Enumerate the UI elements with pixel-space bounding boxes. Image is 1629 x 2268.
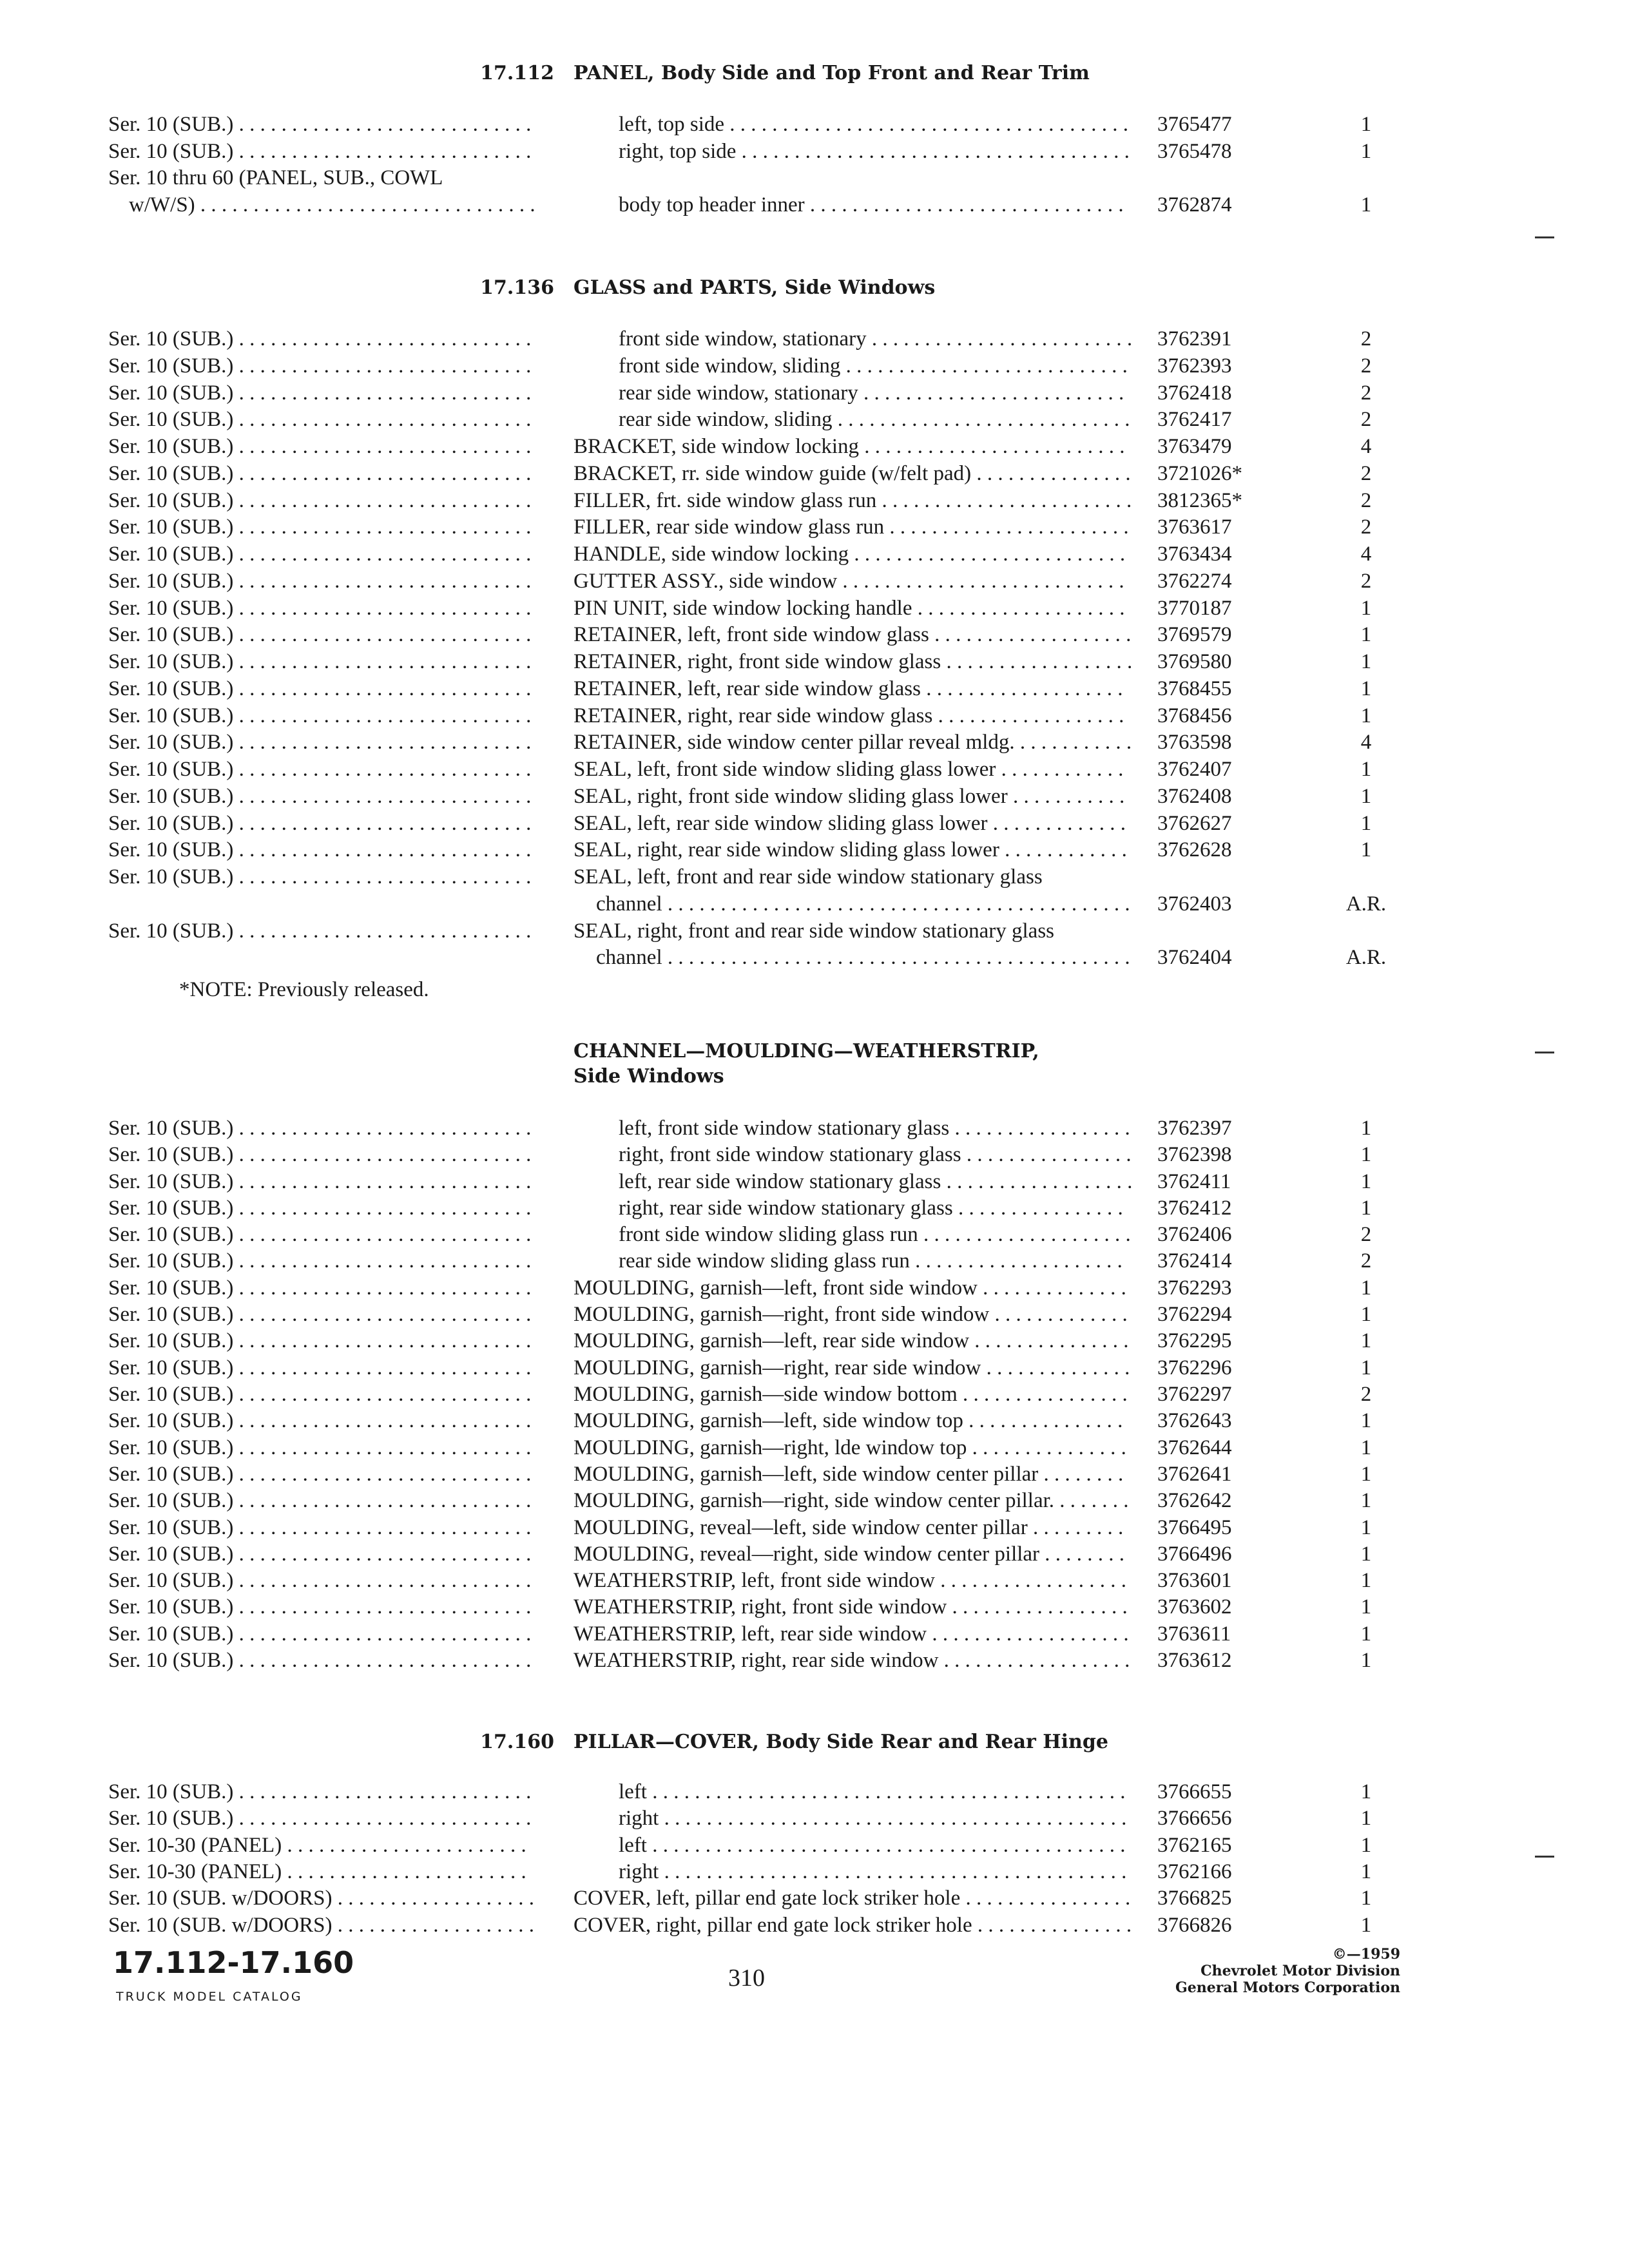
part-number: 3766826 — [1157, 1914, 1232, 1937]
quantity: 2 — [1360, 1383, 1372, 1406]
part-number: 3762642 — [1157, 1489, 1232, 1512]
parts-row — [0, 380, 1629, 407]
quantity: 1 — [1360, 1463, 1372, 1486]
parts-row — [0, 1647, 1629, 1674]
model-series: Ser. 10 (SUB.) . . . . . . . . . . . . . . . . . . . . . . . . . . . . — [108, 489, 532, 512]
quantity: 1 — [1360, 1489, 1372, 1512]
section-number: 17.160 — [480, 1731, 554, 1753]
model-series: Ser. 10 (SUB. w/DOORS) . . . . . . . . . . . . . . . . . . . — [108, 1914, 534, 1937]
parts-row — [0, 863, 1629, 890]
part-number: 3763602 — [1157, 1595, 1232, 1619]
parts-row — [0, 729, 1629, 756]
quantity: 1 — [1360, 1170, 1372, 1193]
model-series: Ser. 10 (SUB.) . . . . . . . . . . . . . . . . . . . . . . . . . . . . — [108, 435, 532, 458]
part-number: 3762274 — [1157, 570, 1232, 593]
part-description: left, top side . . . . . . . . . . . . . . . . . . . . . . . . . . . . . . . . . . . . . . — [619, 113, 1129, 136]
part-description: SEAL, left, front side window sliding glass lower . . . . . . . . . . . . — [574, 758, 1124, 781]
part-number: 3762411 — [1157, 1170, 1231, 1193]
part-number: 3763601 — [1157, 1569, 1232, 1592]
part-description: MOULDING, garnish—left, side window center pillar . . . . . . . . — [574, 1463, 1124, 1486]
part-number: 3762165 — [1157, 1834, 1232, 1857]
model-series: Ser. 10-30 (PANEL) . . . . . . . . . . . . . . . . . . . . . . . — [108, 1860, 526, 1883]
model-series: Ser. 10 (SUB.) . . . . . . . . . . . . . . . . . . . . . . . . . . . . — [108, 1780, 532, 1803]
model-series: Ser. 10 (SUB.) . . . . . . . . . . . . . . . . . . . . . . . . . . . . — [108, 408, 532, 431]
part-number: 3762641 — [1157, 1463, 1232, 1486]
part-description: MOULDING, garnish—right, lde window top . . . . . . . . . . . . . . . — [574, 1436, 1126, 1459]
quantity: 1 — [1360, 1887, 1372, 1910]
part-number: 3769579 — [1157, 623, 1232, 646]
part-number: 3762294 — [1157, 1303, 1232, 1326]
corporation-name: General Motors Corporation — [1175, 1979, 1400, 1996]
part-number: 3763434 — [1157, 543, 1232, 566]
copyright-year: ©—1959 — [1332, 1946, 1400, 1963]
parts-row — [0, 1832, 1629, 1859]
parts-row — [0, 1141, 1629, 1168]
quantity: 1 — [1360, 1914, 1372, 1937]
model-series: Ser. 10 (SUB.) . . . . . . . . . . . . . . . . . . . . . . . . . . . . — [108, 1807, 532, 1830]
model-series: Ser. 10 (SUB.) . . . . . . . . . . . . . . . . . . . . . . . . . . . . — [108, 919, 532, 943]
quantity: 1 — [1360, 1542, 1372, 1566]
part-number: 3770187 — [1157, 597, 1232, 620]
part-number: 3762293 — [1157, 1276, 1232, 1300]
part-description: front side window, stationary . . . . . . . . . . . . . . . . . . . . . . . . . — [619, 327, 1133, 351]
quantity: 1 — [1360, 193, 1372, 216]
part-description: channel . . . . . . . . . . . . . . . . . . . . . . . . . . . . . . . . . . . . . . . . . . . . — [596, 892, 1130, 916]
quantity: 1 — [1360, 1117, 1372, 1140]
section-header — [0, 274, 1629, 302]
part-number: 3762295 — [1157, 1329, 1232, 1352]
quantity: 1 — [1360, 1595, 1372, 1619]
part-description: RETAINER, right, front side window glass . . . . . . . . . . . . . . . . . . — [574, 650, 1133, 673]
part-description: RETAINER, right, rear side window glass . . . . . . . . . . . . . . . . . . — [574, 704, 1124, 727]
part-number: 3766495 — [1157, 1516, 1232, 1539]
part-number: 3763479 — [1157, 435, 1232, 458]
part-description: BRACKET, side window locking . . . . . . . . . . . . . . . . . . . . . . . . . — [574, 435, 1125, 458]
parts-row — [0, 1778, 1629, 1805]
model-series: Ser. 10 (SUB.) . . . . . . . . . . . . . . . . . . . . . . . . . . . . — [108, 731, 532, 754]
part-number: 3762404 — [1157, 946, 1232, 969]
part-description: RETAINER, left, rear side window glass . . . . . . . . . . . . . . . . . . . — [574, 677, 1123, 700]
model-series: Ser. 10 (SUB.) . . . . . . . . . . . . . . . . . . . . . . . . . . . . — [108, 570, 532, 593]
footnote: *NOTE: Previously released. — [179, 978, 429, 1001]
section-title: GLASS and PARTS, Side Windows — [574, 276, 936, 299]
part-number: 3768456 — [1157, 704, 1232, 727]
part-description: rear side window, stationary . . . . . . . . . . . . . . . . . . . . . . . . . — [619, 381, 1124, 405]
parts-row — [0, 1195, 1629, 1222]
part-description: BRACKET, rr. side window guide (w/felt pad) . . . . . . . . . . . . . . . — [574, 462, 1131, 485]
part-description: SEAL, right, front side window sliding glass lower . . . . . . . . . . . — [574, 785, 1125, 808]
parts-row — [0, 648, 1629, 675]
quantity: 2 — [1360, 570, 1372, 593]
quantity: 2 — [1360, 515, 1372, 539]
model-series: Ser. 10 (SUB.) . . . . . . . . . . . . . . . . . . . . . . . . . . . . — [108, 785, 532, 808]
part-description: left . . . . . . . . . . . . . . . . . . . . . . . . . . . . . . . . . . . . . . . . . . . . . — [619, 1780, 1126, 1803]
part-description: WEATHERSTRIP, left, rear side window . . . . . . . . . . . . . . . . . . . — [574, 1622, 1129, 1646]
part-description: right, rear side window stationary glass . . . . . . . . . . . . . . . . — [619, 1196, 1123, 1220]
model-series: w/W/S) . . . . . . . . . . . . . . . . . . . . . . . . . . . . . . . . — [129, 193, 535, 216]
parts-row — [0, 433, 1629, 460]
parts-row — [0, 1247, 1629, 1274]
quantity: 1 — [1360, 1276, 1372, 1300]
part-description: channel . . . . . . . . . . . . . . . . . . . . . . . . . . . . . . . . . . . . . . . . . . . . — [596, 946, 1130, 969]
parts-row — [0, 810, 1629, 837]
part-description: COVER, left, pillar end gate lock striker hole . . . . . . . . . . . . . . . . — [574, 1887, 1131, 1910]
part-number: 3763617 — [1157, 515, 1232, 539]
part-number: 3762407 — [1157, 758, 1232, 781]
part-number: 3762393 — [1157, 354, 1232, 378]
part-description: body top header inner . . . . . . . . . . . . . . . . . . . . . . . . . . . . . . — [619, 193, 1124, 216]
part-description: FILLER, rear side window glass run . . . . . . . . . . . . . . . . . . . . . . . — [574, 515, 1129, 539]
model-series: Ser. 10 (SUB.) . . . . . . . . . . . . . . . . . . . . . . . . . . . . — [108, 704, 532, 727]
section-number: 17.136 — [480, 276, 554, 299]
model-series: Ser. 10 (SUB.) . . . . . . . . . . . . . . . . . . . . . . . . . . . . — [108, 1569, 532, 1592]
model-series: Ser. 10 (SUB. w/DOORS) . . . . . . . . . . . . . . . . . . . — [108, 1887, 534, 1910]
section-header — [0, 1728, 1629, 1756]
part-number: 3762296 — [1157, 1356, 1232, 1379]
parts-row — [0, 1593, 1629, 1620]
parts-row — [0, 1885, 1629, 1912]
parts-row — [0, 1354, 1629, 1381]
quantity: 1 — [1360, 1436, 1372, 1459]
parts-row — [0, 1301, 1629, 1328]
quantity: 4 — [1360, 543, 1372, 566]
part-number: 3766496 — [1157, 1542, 1232, 1566]
parts-row — [0, 1274, 1629, 1302]
quantity: 1 — [1360, 650, 1372, 673]
part-description: SEAL, left, rear side window sliding glass lower . . . . . . . . . . . . . — [574, 812, 1126, 835]
parts-row — [0, 487, 1629, 514]
model-series: Ser. 10 (SUB.) . . . . . . . . . . . . . . . . . . . . . . . . . . . . — [108, 1223, 532, 1246]
quantity: 2 — [1360, 354, 1372, 378]
part-description: left, front side window stationary glass . . . . . . . . . . . . . . . . . — [619, 1117, 1130, 1140]
quantity: 1 — [1360, 140, 1372, 163]
model-series: Ser. 10 (SUB.) . . . . . . . . . . . . . . . . . . . . . . . . . . . . — [108, 140, 532, 163]
parts-row — [0, 1487, 1629, 1514]
part-description: right . . . . . . . . . . . . . . . . . . . . . . . . . . . . . . . . . . . . . . . . . . . . — [619, 1860, 1127, 1883]
part-description: COVER, right, pillar end gate lock striker hole . . . . . . . . . . . . . . . — [574, 1914, 1132, 1937]
part-number: 3762627 — [1157, 812, 1232, 835]
part-description: rear side window sliding glass run . . . . . . . . . . . . . . . . . . . . — [619, 1249, 1123, 1273]
quantity: 1 — [1360, 1303, 1372, 1326]
model-series: Ser. 10 (SUB.) . . . . . . . . . . . . . . . . . . . . . . . . . . . . — [108, 113, 532, 136]
quantity: 4 — [1360, 435, 1372, 458]
part-number: 3762406 — [1157, 1223, 1232, 1246]
quantity: 1 — [1360, 1834, 1372, 1857]
part-number: 3768455 — [1157, 677, 1232, 700]
model-series: Ser. 10 (SUB.) . . . . . . . . . . . . . . . . . . . . . . . . . . . . — [108, 1143, 532, 1166]
quantity: 1 — [1360, 1569, 1372, 1592]
model-series: Ser. 10 (SUB.) . . . . . . . . . . . . . . . . . . . . . . . . . . . . — [108, 1516, 532, 1539]
quantity: 2 — [1360, 462, 1372, 485]
part-description: left . . . . . . . . . . . . . . . . . . . . . . . . . . . . . . . . . . . . . . . . . . . . . — [619, 1834, 1126, 1857]
parts-row — [0, 1221, 1629, 1248]
part-number: 3762628 — [1157, 838, 1232, 861]
quantity: 1 — [1360, 812, 1372, 835]
quantity: 1 — [1360, 1860, 1372, 1883]
parts-row — [0, 756, 1629, 783]
part-description: WEATHERSTRIP, right, rear side window . . . . . . . . . . . . . . . . . . — [574, 1649, 1130, 1672]
model-series: Ser. 10 (SUB.) . . . . . . . . . . . . . . . . . . . . . . . . . . . . — [108, 1436, 532, 1459]
part-description: SEAL, left, front and rear side window stationary glass — [574, 865, 1043, 889]
part-number: 3763612 — [1157, 1649, 1232, 1672]
part-description: FILLER, frt. side window glass run . . . . . . . . . . . . . . . . . . . . . . . . — [574, 489, 1132, 512]
quantity: 1 — [1360, 1329, 1372, 1352]
part-number: 3762643 — [1157, 1409, 1232, 1432]
quantity: 1 — [1360, 1649, 1372, 1672]
part-number: 3766825 — [1157, 1887, 1232, 1910]
part-number: 3763598 — [1157, 731, 1232, 754]
model-series: Ser. 10 (SUB.) . . . . . . . . . . . . . . . . . . . . . . . . . . . . — [108, 462, 532, 485]
parts-row — [0, 568, 1629, 595]
part-number: 3762874 — [1157, 193, 1232, 216]
quantity: 1 — [1360, 704, 1372, 727]
quantity: A.R. — [1345, 892, 1387, 916]
quantity: 2 — [1360, 381, 1372, 405]
quantity: 1 — [1360, 1356, 1372, 1379]
parts-row — [0, 514, 1629, 541]
parts-row — [0, 621, 1629, 648]
model-series: Ser. 10 (SUB.) . . . . . . . . . . . . . . . . . . . . . . . . . . . . — [108, 381, 532, 405]
part-description: HANDLE, side window locking . . . . . . . . . . . . . . . . . . . . . . . . . . — [574, 543, 1126, 566]
part-description: rear side window, sliding . . . . . . . . . . . . . . . . . . . . . . . . . . . . — [619, 408, 1130, 431]
model-series: Ser. 10 (SUB.) . . . . . . . . . . . . . . . . . . . . . . . . . . . . — [108, 1463, 532, 1486]
parts-row — [0, 138, 1629, 165]
section-range: 17.112-17.160 — [113, 1945, 354, 1980]
division-name: Chevrolet Motor Division — [1200, 1963, 1400, 1979]
model-series: Ser. 10 (SUB.) . . . . . . . . . . . . . . . . . . . . . . . . . . . . — [108, 327, 532, 351]
quantity: 1 — [1360, 1780, 1372, 1803]
model-series: Ser. 10 (SUB.) . . . . . . . . . . . . . . . . . . . . . . . . . . . . — [108, 1649, 532, 1672]
model-series: Ser. 10 (SUB.) . . . . . . . . . . . . . . . . . . . . . . . . . . . . — [108, 838, 532, 861]
margin-mark — [1535, 236, 1554, 238]
model-series: Ser. 10 (SUB.) . . . . . . . . . . . . . . . . . . . . . . . . . . . . — [108, 1383, 532, 1406]
model-series: Ser. 10 (SUB.) . . . . . . . . . . . . . . . . . . . . . . . . . . . . — [108, 865, 532, 889]
model-series: Ser. 10 (SUB.) . . . . . . . . . . . . . . . . . . . . . . . . . . . . — [108, 623, 532, 646]
section-title: PILLAR—COVER, Body Side Rear and Rear Hinge — [574, 1731, 1108, 1753]
margin-mark — [1535, 1856, 1554, 1858]
parts-row — [0, 1514, 1629, 1541]
model-series: Ser. 10 (SUB.) . . . . . . . . . . . . . . . . . . . . . . . . . . . . — [108, 354, 532, 378]
parts-row — [0, 164, 1629, 191]
part-description: MOULDING, garnish—left, side window top . . . . . . . . . . . . . . . — [574, 1409, 1123, 1432]
model-series: Ser. 10 (SUB.) . . . . . . . . . . . . . . . . . . . . . . . . . . . . — [108, 543, 532, 566]
part-number: 3762644 — [1157, 1436, 1232, 1459]
quantity: 1 — [1360, 1143, 1372, 1166]
section-header — [0, 59, 1629, 88]
catalog-name: TRUCK MODEL CATALOG — [116, 1990, 303, 2004]
parts-row — [0, 702, 1629, 729]
parts-row — [0, 890, 1629, 918]
quantity: 2 — [1360, 1223, 1372, 1246]
parts-row — [0, 1620, 1629, 1648]
parts-row — [0, 191, 1629, 218]
parts-row — [0, 1805, 1629, 1832]
part-description: SEAL, right, rear side window sliding glass lower . . . . . . . . . . . . — [574, 838, 1127, 861]
model-series: Ser. 10-30 (PANEL) . . . . . . . . . . . . . . . . . . . . . . . — [108, 1834, 526, 1857]
section-number: 17.112 — [480, 62, 554, 84]
part-description: left, rear side window stationary glass . . . . . . . . . . . . . . . . . . — [619, 1170, 1133, 1193]
part-description: RETAINER, side window center pillar reveal mldg. . . . . . . . . . . . — [574, 731, 1132, 754]
quantity: A.R. — [1345, 946, 1387, 969]
quantity: 2 — [1360, 1249, 1372, 1273]
quantity: 1 — [1360, 1409, 1372, 1432]
model-series: Ser. 10 (SUB.) . . . . . . . . . . . . . . . . . . . . . . . . . . . . — [108, 1170, 532, 1193]
model-series: Ser. 10 (SUB.) . . . . . . . . . . . . . . . . . . . . . . . . . . . . — [108, 677, 532, 700]
copyright-block — [1175, 1946, 1400, 1996]
part-number: 3766656 — [1157, 1807, 1232, 1830]
part-number: 3762414 — [1157, 1249, 1232, 1273]
part-description: MOULDING, garnish—right, front side window . . . . . . . . . . . . . — [574, 1303, 1128, 1326]
section-title: CHANNEL—MOULDING—WEATHERSTRIP, — [574, 1040, 1039, 1062]
parts-row — [0, 918, 1629, 945]
part-description: MOULDING, garnish—left, front side window . . . . . . . . . . . . . . — [574, 1276, 1126, 1300]
model-series: Ser. 10 (SUB.) . . . . . . . . . . . . . . . . . . . . . . . . . . . . — [108, 1356, 532, 1379]
part-number: 3762391 — [1157, 327, 1232, 351]
parts-row — [0, 1912, 1629, 1939]
model-series: Ser. 10 (SUB.) . . . . . . . . . . . . . . . . . . . . . . . . . . . . — [108, 1303, 532, 1326]
parts-row — [0, 352, 1629, 380]
part-description: WEATHERSTRIP, right, front side window . . . . . . . . . . . . . . . . . — [574, 1595, 1128, 1619]
parts-row — [0, 1168, 1629, 1195]
model-series: Ser. 10 (SUB.) . . . . . . . . . . . . . . . . . . . . . . . . . . . . — [108, 1329, 532, 1352]
part-description: MOULDING, reveal—left, side window center pillar . . . . . . . . . — [574, 1516, 1124, 1539]
parts-row — [0, 541, 1629, 568]
quantity: 1 — [1360, 1622, 1372, 1646]
part-number: 3762412 — [1157, 1196, 1232, 1220]
parts-row — [0, 111, 1629, 138]
model-series: Ser. 10 (SUB.) . . . . . . . . . . . . . . . . . . . . . . . . . . . . — [108, 1542, 532, 1566]
quantity: 1 — [1360, 838, 1372, 861]
quantity: 2 — [1360, 327, 1372, 351]
part-description: MOULDING, garnish—left, rear side window . . . . . . . . . . . . . . . — [574, 1329, 1129, 1352]
page-number: 310 — [728, 1965, 765, 1992]
part-number: 3762408 — [1157, 785, 1232, 808]
model-series: Ser. 10 (SUB.) . . . . . . . . . . . . . . . . . . . . . . . . . . . . — [108, 1117, 532, 1140]
part-number: 3765478 — [1157, 140, 1232, 163]
section-title: PANEL, Body Side and Top Front and Rear Trim — [574, 62, 1090, 84]
quantity: 1 — [1360, 677, 1372, 700]
part-description: WEATHERSTRIP, left, front side window . . . . . . . . . . . . . . . . . . — [574, 1569, 1126, 1592]
parts-row — [0, 1858, 1629, 1885]
parts-row — [0, 1327, 1629, 1354]
part-number: 3765477 — [1157, 113, 1232, 136]
model-series: Ser. 10 (SUB.) . . . . . . . . . . . . . . . . . . . . . . . . . . . . — [108, 515, 532, 539]
parts-row — [0, 406, 1629, 433]
parts-row — [0, 944, 1629, 971]
part-description: right . . . . . . . . . . . . . . . . . . . . . . . . . . . . . . . . . . . . . . . . . . . . — [619, 1807, 1127, 1830]
model-series: Ser. 10 (SUB.) . . . . . . . . . . . . . . . . . . . . . . . . . . . . — [108, 1196, 532, 1220]
model-series: Ser. 10 (SUB.) . . . . . . . . . . . . . . . . . . . . . . . . . . . . — [108, 1622, 532, 1646]
part-description: MOULDING, garnish—right, side window center pillar. . . . . . . . — [574, 1489, 1129, 1512]
model-series: Ser. 10 (SUB.) . . . . . . . . . . . . . . . . . . . . . . . . . . . . — [108, 1409, 532, 1432]
part-description: MOULDING, reveal—right, side window center pillar . . . . . . . . — [574, 1542, 1125, 1566]
quantity: 1 — [1360, 1196, 1372, 1220]
quantity: 1 — [1360, 113, 1372, 136]
parts-row — [0, 1567, 1629, 1594]
quantity: 2 — [1360, 408, 1372, 431]
parts-row — [0, 595, 1629, 622]
part-number: 3812365* — [1157, 489, 1242, 512]
parts-row — [0, 1434, 1629, 1461]
part-number: 3721026* — [1157, 462, 1242, 485]
parts-row — [0, 836, 1629, 863]
parts-row — [0, 1407, 1629, 1434]
part-number: 3762417 — [1157, 408, 1232, 431]
part-description: right, top side . . . . . . . . . . . . . . . . . . . . . . . . . . . . . . . . . . . . . — [619, 140, 1130, 163]
parts-row — [0, 1381, 1629, 1408]
quantity: 4 — [1360, 731, 1372, 754]
margin-mark — [1535, 1052, 1554, 1053]
model-series: Ser. 10 (SUB.) . . . . . . . . . . . . . . . . . . . . . . . . . . . . — [108, 1489, 532, 1512]
quantity: 1 — [1360, 1516, 1372, 1539]
part-description: right, front side window stationary glass . . . . . . . . . . . . . . . . — [619, 1143, 1132, 1166]
part-number: 3762398 — [1157, 1143, 1232, 1166]
model-series: Ser. 10 (SUB.) . . . . . . . . . . . . . . . . . . . . . . . . . . . . — [108, 758, 532, 781]
parts-row — [0, 675, 1629, 702]
model-series: Ser. 10 (SUB.) . . . . . . . . . . . . . . . . . . . . . . . . . . . . — [108, 812, 532, 835]
part-description: front side window, sliding . . . . . . . . . . . . . . . . . . . . . . . . . . . — [619, 354, 1128, 378]
parts-row — [0, 1115, 1629, 1142]
quantity: 1 — [1360, 597, 1372, 620]
part-number: 3769580 — [1157, 650, 1232, 673]
part-number: 3762397 — [1157, 1117, 1232, 1140]
model-series: Ser. 10 (SUB.) . . . . . . . . . . . . . . . . . . . . . . . . . . . . — [108, 1249, 532, 1273]
quantity: 1 — [1360, 623, 1372, 646]
part-number: 3762297 — [1157, 1383, 1232, 1406]
part-number: 3762166 — [1157, 1860, 1232, 1883]
part-description: MOULDING, garnish—right, rear side window . . . . . . . . . . . . . . — [574, 1356, 1130, 1379]
part-number: 3762403 — [1157, 892, 1232, 916]
part-description: SEAL, right, front and rear side window stationary glass — [574, 919, 1055, 943]
model-series: Ser. 10 (SUB.) . . . . . . . . . . . . . . . . . . . . . . . . . . . . — [108, 597, 532, 620]
section-subtitle: Side Windows — [574, 1065, 724, 1088]
parts-row — [0, 325, 1629, 352]
parts-row — [0, 1541, 1629, 1568]
part-description: PIN UNIT, side window locking handle . . . . . . . . . . . . . . . . . . . . — [574, 597, 1125, 620]
quantity: 1 — [1360, 1807, 1372, 1830]
part-number: 3763611 — [1157, 1622, 1231, 1646]
part-number: 3762418 — [1157, 381, 1232, 405]
parts-row — [0, 1461, 1629, 1488]
quantity: 2 — [1360, 489, 1372, 512]
model-series: Ser. 10 (SUB.) . . . . . . . . . . . . . . . . . . . . . . . . . . . . — [108, 650, 532, 673]
model-series: Ser. 10 (SUB.) . . . . . . . . . . . . . . . . . . . . . . . . . . . . — [108, 1595, 532, 1619]
part-number: 3766655 — [1157, 1780, 1232, 1803]
section-header — [0, 1037, 1629, 1066]
part-description: RETAINER, left, front side window glass . . . . . . . . . . . . . . . . . . . — [574, 623, 1132, 646]
parts-row — [0, 783, 1629, 810]
part-description: MOULDING, garnish—side window bottom . . . . . . . . . . . . . . . . — [574, 1383, 1128, 1406]
part-description: front side window sliding glass run . . . . . . . . . . . . . . . . . . . . — [619, 1223, 1131, 1246]
parts-row — [0, 460, 1629, 487]
part-description: GUTTER ASSY., side window . . . . . . . . . . . . . . . . . . . . . . . . . . . — [574, 570, 1124, 593]
model-series: Ser. 10 (SUB.) . . . . . . . . . . . . . . . . . . . . . . . . . . . . — [108, 1276, 532, 1300]
quantity: 1 — [1360, 785, 1372, 808]
quantity: 1 — [1360, 758, 1372, 781]
model-series: Ser. 10 thru 60 (PANEL, SUB., COWL — [108, 166, 443, 189]
